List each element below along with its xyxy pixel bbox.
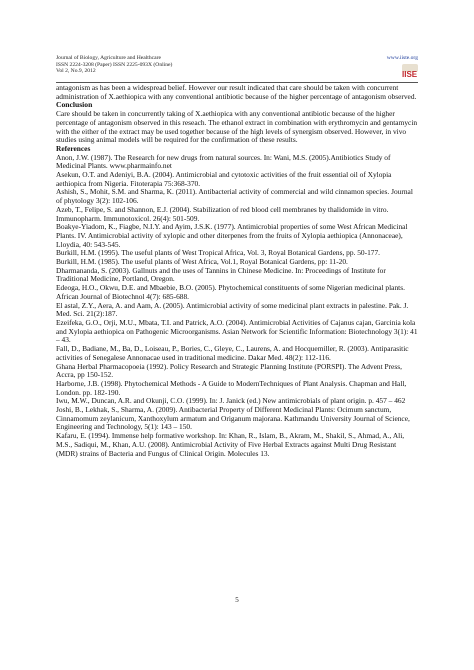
reference-item: Kafaru, E. (1994). Immense help formative workshop. In: Khan, R., Islam, B., Akram, M., Shakil, S., Ahmad, A., Ali, M.S., Sadiqui, M., Khan, A.U. (2008). Antimicrobial Activity of Five Herbal Extracts against Multi Drug Resistant (MDR) strains of Bacteria and Fungus of Clinical Origin. Molecules 13. <box>56 431 405 458</box>
reference-item: Asekun, O.T. and Adeniyi, B.A. (2004). Antimicrobial and cytotoxic activities of the fruit essential oil of Xylopia aethiopica from Nigeria. Fitoterapia 75:368-370. <box>56 170 392 188</box>
reference-item: El astal, Z.Y., Aera, A. and Aam, A. (2005). Antimicrobial activity of some medicinal plant extracts in palestine. Pak. J. Med. Sci. 21(2):187. <box>56 300 409 319</box>
reference-item: Fall, D., Badiane, M., Ba, D., Loiseau, P., Bories, C., Gleye, C., Laurens, A. and Hocquemiller, R. (2003). Antiparasitic activities of Senegalese Annonacae used in traditional medicine. Dakar Med. 48(2): 112-116. <box>56 344 409 362</box>
reference-item: Burkill, H.M. (1985). The useful plants of West Africa, Vol.1, Royal Botanical Gardens, pp: 11-20. <box>56 257 348 267</box>
iiste-logo <box>402 64 418 78</box>
intro-paragraph: antagonism as has been a widespread belief. However our result indicated that care should be taken with concurrent administration of X.aethiopica with any conventional antibiotic because of the higher percentage of antagonism observed. <box>56 83 417 101</box>
reference-item: Joshi, B., Lekhak, S., Sharma, A. (2009). Antibacterial Property of Different Medicinal Plants: Ocimum sanctum, Cinnamomum zeylanicum, Xanthoxylum armatum and Origanum majorana. Kathmandu University Journal of Science, Engineering and Technology, 5(1): 143 – 150. <box>56 405 410 432</box>
reference-item: Ezeifeka, G.O., Orji, M.U., Mbata, T.I. and Patrick, A.O. (2004). Antimicrobial Activities of Cajanus cajan, Garcinia kola and Xylopia aethiopica on Pathogenic Microorganisms. Asian Network for Scientific Information: Biotechnology 3(1): 41 – 43. <box>56 317 418 345</box>
reference-item: Dharmananda, S. (2003). Gallnuts and the uses of Tannins in Chinese Medicine. In: Proceedings of Institute for Traditional Medicine, Portland, Oregon. <box>56 265 386 284</box>
journal-issn: ISSN 2224-3208 (Paper) ISSN 2225-093X (Online) <box>56 61 173 68</box>
reference-item: Harborne, J.B. (1998). Phytochemical Methods - A Guide to ModernTechniques of Plant Analysis. Chapman and Hall, London. pp. 182-190. <box>56 378 407 397</box>
journal-volume: Vol 2, No.9, 2012 <box>56 68 96 74</box>
reference-item: Azeb, T., Felipe, S. and Shannon, E.J. (2004). Stabilization of red blood cell membranes by thalidomide in vitro. Immunopharm. Immunotoxicol. 26(4): 501-509. <box>56 204 389 223</box>
journal-info <box>56 55 418 75</box>
journal-name: Journal of Biology, Agriculture and Healthcare <box>56 55 161 61</box>
reference-item: Burkill, H.M. (1995). The useful plants of West Tropical Africa, Vol. 3, Royal Botanical Gardens, pp. 50-177. <box>56 248 381 258</box>
reference-item: Ghana Herbal Pharmacopoeia (1992). Policy Research and Strategic Planning Institute (PORSPI). The Advent Press, Accra, pp 150-152. <box>56 361 402 380</box>
journal-website-link[interactable]: www.iiste.org <box>386 55 418 61</box>
logo-text: IISE <box>402 70 418 79</box>
page-content <box>56 84 418 458</box>
reference-list <box>56 154 418 459</box>
conclusion-heading: Conclusion <box>56 100 93 110</box>
reference-item: Ashish, S., Mohit, S.M. and Sharma, K. (2011). Antibacterial activity of commercial and wild cinnamon species. Journal of phytology 3(2): 102-106. <box>56 187 413 206</box>
reference-item: Edeoga, H.O., Okwu, D.E. and Mbaebie, B.O. (2005). Phytochemical constituents of some Nigerian medicinal plants. African Journal of Biotechnol 4(7): 685-688. <box>56 283 405 301</box>
conclusion-paragraph: Care should be taken in concurrently taking of X.aethiopica with any conventional antibiotic because of the higher percentage of antagonism observed in this reseach. The ethanol extract in combination with erythromycin and gentamycin with the either of the extract may be used together because of the high levels of synergism observed. However, in vivo studies using animal models will be required for the confirmation of these results. <box>56 109 418 145</box>
references-heading: References <box>56 143 91 153</box>
reference-item: Iwu, M.W., Duncan, A.R. and Okunji, C.O. (1999). In: J. Janick (ed.) New antimicrobials of plant origin. p. 457 – 462 <box>56 396 406 406</box>
page-number: 5 <box>235 596 239 604</box>
journal-header <box>56 55 418 79</box>
reference-item: Boakye-Yiadom, K., Fiagbe, N.I.Y. and Ayim, J.S.K. (1977). Antimicrobial properties of some West African Medicinal Plants. IV. Antimicrobial activity of xylopic and other diterpenes from the fruits of Xylopia aethiopica (Annonaceae), Lloydia, 40: 543-545. <box>56 222 408 249</box>
reference-item: Anon, J.W. (1987). The Research for new drugs from natural sources. In: Wani, M.S. (2005).Antibiotics Study of Medicinal Plants. www.pharmainfo.net <box>56 152 391 171</box>
